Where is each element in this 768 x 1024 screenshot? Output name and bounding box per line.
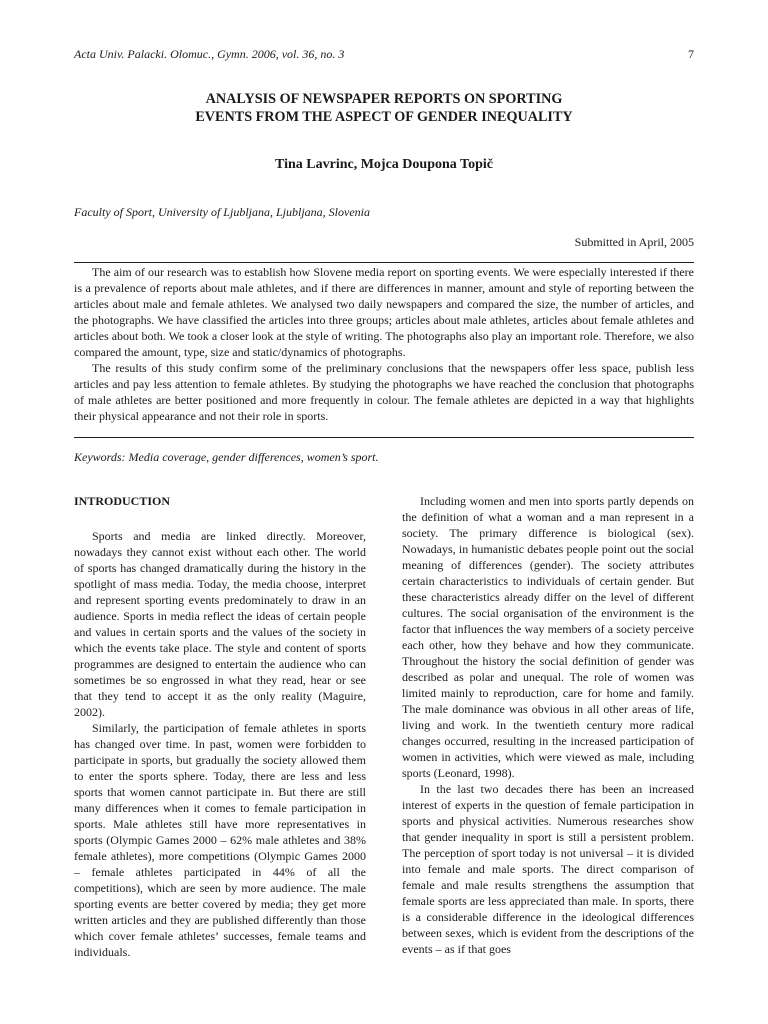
abstract-top-rule [74,262,694,263]
left-paragraph-1: Sports and media are linked directly. Moreover, nowadays they cannot exist without each other. The world of sports has changed dramatically during the history in the spotlight of mass media. Today, the media choose, interpret and represent sporting events predominately to draw in an audience. Sports in media reflect the ideas of certain people and values in certain sports and the values of the society in which the events take place. The style and content of sports programmes are designed to entertain the audience who can sometimes be so engrossed in what they read, hear or see that they tend to accept it as the only reality (Maguire, 2002). [74,529,366,719]
affiliation: Faculty of Sport, University of Ljubljana, Ljubljana, Slovenia [74,205,370,219]
title-line-2: EVENTS FROM THE ASPECT OF GENDER INEQUALITY [195,109,573,125]
right-paragraph-1: Including women and men into sports partly depends on the definition of what a woman and a man represent in a society. The primary difference is biological (sex). Nowadays, in humanistic debates people point out the social meaning of differences (gender). The society attributes certain characteristics to individuals of certain gender. But these characteristics already differ on the level of different cultures. The social organisation of the environment is the factor that influences the way members of a society perceive each other, how they behave and how they communicate. Throughout the history the social definition of gender was described as polar and unequal. The role of women was limited mainly to reproduction, care for home and family. The male dominance was obvious in all other areas of life, living and work. In the twentieth century more radical changes occurred, resulting in the increased participation of women in activities, which were viewed as male, including sports (Leonard, 1998). [402,494,694,780]
authors: Tina Lavrinc, Mojca Doupona Topič [275,157,493,172]
submission-date: Submitted in April, 2005 [574,235,694,249]
left-column [74,493,366,960]
title-line-1: ANALYSIS OF NEWSPAPER REPORTS ON SPORTING [205,91,563,107]
page-number: 7 [688,47,694,61]
abstract [74,264,694,424]
paper-title [74,90,694,126]
journal-citation: Acta Univ. Palacki. Olomuc., Gymn. 2006, vol. 36, no. 3 [74,47,345,61]
left-paragraph-2: Similarly, the participation of female athletes in sports has changed over time. In past, women were forbidden to participate in sports, but gradually the society allowed them to enter the sports sphere. Today, there are less and less sports that women cannot participate in. But there are still many differences when it comes to female participation in sports. Male athletes still have more representatives in sports (Olympic Games 2000 – 62% male athletes and 38% female athletes), more competitions (Olympic Games 2000 – female athletes participated in 44% of all the competitions), which are seen by more audience. The male sporting events are better covered by media; they get more written articles and they are published differently than those which cover female athletes’ successes, female teams and individuals. [74,721,366,959]
abstract-bottom-rule [74,437,694,438]
abstract-paragraph-2: The results of this study confirm some of the preliminary conclusions that the newspapers offer less space, publish less articles and pay less attention to female athletes. By studying the photographs we have reached the conclusion that photographs of male athletes are better positioned and more frequently in colour. The female athletes are depicted in a way that highlights their physical appearance and not their role in sports. [74,361,694,423]
right-paragraph-2: In the last two decades there has been an increased interest of experts in the question of female participation in sports and physical activities. Numerous researches show that gender inequality in sport is still a persistent problem. The perception of sport today is not universal – it is divided into female and male sports. The direct comparison of female and male results strengthens the assumption that female sports are less appreciated than male. In sports, there is a considerable difference in the ideological differences between sexes, which is evident from the descriptions of the events – as if that goes [402,782,694,956]
keywords: Keywords: Media coverage, gender differences, women’s sport. [74,450,379,464]
abstract-paragraph-1: The aim of our research was to establish how Slovene media report on sporting events. We were especially interested if there is a prevalence of reports about male athletes, and if there are differences in manner, amount and style of reporting between the articles about male and female athletes. We analysed two daily newspapers and compared the size, the number of articles, and the photographs. We have classified the articles into three groups; articles about male athletes, articles about female athletes and articles about both. We took a closer look at the style of writing. The photographs also play an important role. Therefore, we also compared the amount, type, size and static/dynamics of photographs. [74,265,694,359]
right-column [402,493,694,957]
section-heading-introduction: INTRODUCTION [74,494,171,508]
